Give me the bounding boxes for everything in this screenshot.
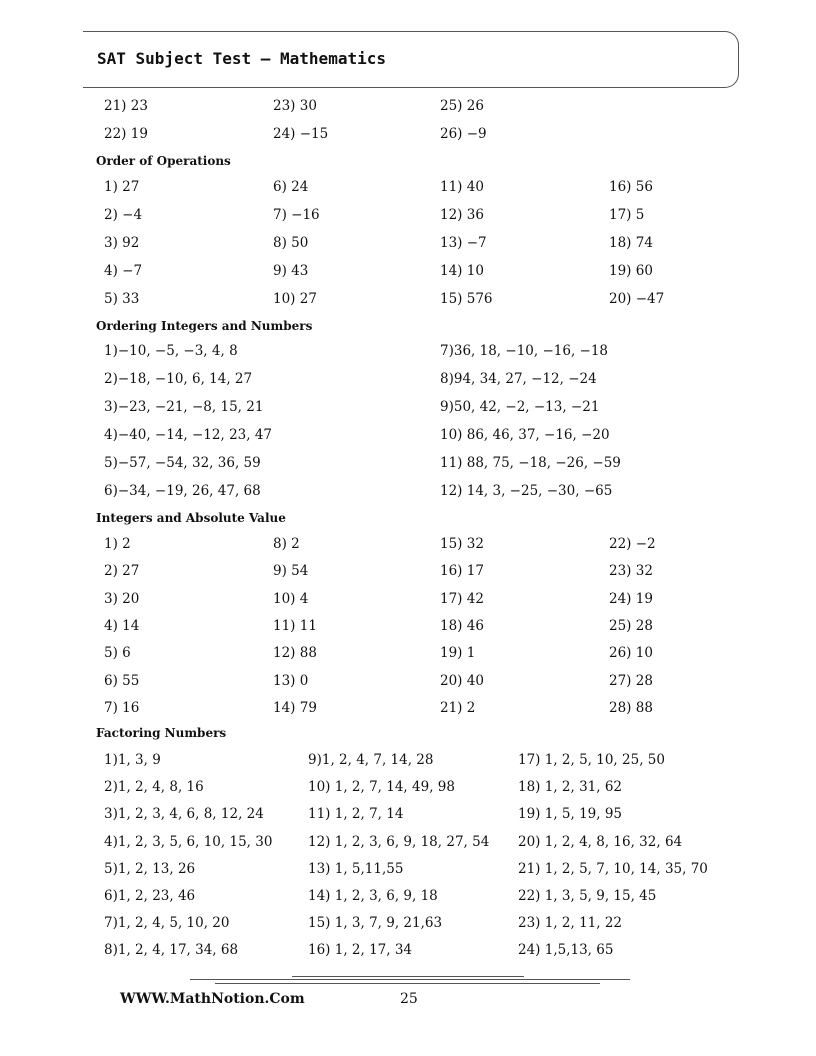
answer-item: 26) 10 [609, 645, 653, 662]
answer-item: 10) 1, 2, 7, 14, 49, 98 [308, 779, 455, 796]
answer-item: 15) 576 [440, 291, 493, 307]
answer-item: 2)−18, −10, 6, 14, 27 [104, 371, 253, 387]
answer-item: 24) 19 [609, 590, 653, 607]
answer-item: 12) 1, 2, 3, 6, 9, 18, 27, 54 [308, 833, 490, 850]
answer-item: 6) 24 [273, 179, 309, 195]
answer-item: 18) 46 [440, 617, 484, 634]
answer-item: 8)1, 2, 4, 17, 34, 68 [104, 942, 239, 959]
answer-item: 10) 4 [273, 590, 309, 607]
answer-item: 17) 1, 2, 5, 10, 25, 50 [518, 752, 665, 768]
answer-item: 13) 0 [273, 672, 309, 689]
answer-item: 3)1, 2, 3, 4, 6, 8, 12, 24 [104, 806, 264, 823]
answer-item: 18) 74 [609, 235, 653, 251]
section-heading: Ordering Integers and Numbers [96, 319, 313, 333]
answer-item: 7)1, 2, 4, 5, 10, 20 [104, 915, 230, 932]
answer-item: 3)−23, −21, −8, 15, 21 [104, 399, 264, 415]
answer-item: 16) 17 [440, 563, 484, 580]
answer-item: 6)−34, −19, 26, 47, 68 [104, 483, 261, 499]
section-heading: Order of Operations [96, 154, 231, 168]
answer-item: 4) −7 [104, 263, 143, 279]
answer-item: 14) 10 [440, 263, 484, 279]
answer-item: 1)−10, −5, −3, 4, 8 [104, 343, 238, 359]
answer-item: 7)36, 18, −10, −16, −18 [440, 343, 609, 359]
answer-item: 11) 88, 75, −18, −26, −59 [440, 455, 621, 471]
footer-rule [190, 979, 630, 980]
answer-item: 2) 27 [104, 563, 140, 580]
answer-item: 4)−40, −14, −12, 23, 47 [104, 427, 273, 443]
answer-item: 17) 42 [440, 590, 484, 607]
answer-item: 22) 19 [104, 126, 148, 142]
answer-item: 11) 11 [273, 617, 317, 634]
answer-item: 22) 1, 3, 5, 9, 15, 45 [518, 888, 657, 904]
answer-item: 19) 1, 5, 19, 95 [518, 806, 623, 823]
answer-item: 19) 60 [609, 263, 653, 279]
answer-item: 20) 1, 2, 4, 8, 16, 32, 64 [518, 833, 683, 850]
answer-item: 10) 86, 46, 37, −16, −20 [440, 427, 610, 443]
answer-item: 5)1, 2, 13, 26 [104, 860, 196, 877]
answer-item: 18) 1, 2, 31, 62 [518, 779, 623, 796]
answer-item: 14) 79 [273, 699, 317, 716]
answer-item: 11) 1, 2, 7, 14 [308, 806, 404, 823]
answer-item: 1) 2 [104, 536, 131, 552]
page-number: 25 [400, 991, 418, 1007]
answer-item: 27) 28 [609, 672, 653, 689]
answer-item: 17) 5 [609, 207, 645, 223]
answer-item: 21) 1, 2, 5, 7, 10, 14, 35, 70 [518, 860, 708, 877]
answer-item: 24) 1,5,13, 65 [518, 942, 614, 959]
answer-item: 3) 92 [104, 235, 140, 251]
answer-item: 1)1, 3, 9 [104, 752, 161, 768]
answer-item: 15) 32 [440, 536, 484, 552]
footer-rule [215, 983, 600, 984]
section-heading: Integers and Absolute Value [96, 511, 286, 525]
answer-item: 20) 40 [440, 672, 484, 689]
answer-item: 13) 1, 5,11,55 [308, 860, 404, 877]
answer-item: 26) −9 [440, 126, 487, 142]
answer-item: 3) 20 [104, 590, 140, 607]
answer-item: 14) 1, 2, 3, 6, 9, 18 [308, 888, 438, 904]
answer-item: 5) 33 [104, 291, 140, 307]
answer-item: 24) −15 [273, 126, 329, 142]
answer-item: 10) 27 [273, 291, 317, 307]
page-title: SAT Subject Test – Mathematics [97, 49, 386, 68]
answer-item: 8) 50 [273, 235, 309, 251]
answer-item: 13) −7 [440, 235, 487, 251]
answer-item: 12) 88 [273, 645, 317, 662]
answer-item: 4)1, 2, 3, 5, 6, 10, 15, 30 [104, 833, 273, 850]
answer-item: 2) −4 [104, 207, 143, 223]
answer-item: 12) 36 [440, 207, 484, 223]
answer-item: 15) 1, 3, 7, 9, 21,63 [308, 915, 443, 932]
answer-item: 21) 2 [440, 699, 476, 716]
answer-item: 25) 26 [440, 98, 484, 114]
answer-item: 4) 14 [104, 617, 140, 634]
answer-item: 1) 27 [104, 179, 140, 195]
answer-item: 19) 1 [440, 645, 476, 662]
answer-item: 16) 56 [609, 179, 653, 195]
answer-item: 22) −2 [609, 536, 656, 552]
answer-item: 9) 43 [273, 263, 309, 279]
answer-item: 25) 28 [609, 617, 653, 634]
answer-item: 7) −16 [273, 207, 320, 223]
answer-item: 7) 16 [104, 699, 140, 716]
answer-item: 16) 1, 2, 17, 34 [308, 942, 413, 959]
answer-item: 23) 32 [609, 563, 653, 580]
answer-item: 23) 1, 2, 11, 22 [518, 915, 623, 932]
answer-item: 20) −47 [609, 291, 665, 307]
answer-item: 9)50, 42, −2, −13, −21 [440, 399, 600, 415]
answer-item: 8)94, 34, 27, −12, −24 [440, 371, 597, 387]
answer-item: 5) 6 [104, 645, 131, 662]
answer-item: 6)1, 2, 23, 46 [104, 888, 196, 904]
answer-item: 21) 23 [104, 98, 148, 114]
answer-item: 28) 88 [609, 699, 653, 716]
answer-item: 8) 2 [273, 536, 300, 552]
footer-rule [292, 976, 524, 977]
answer-item: 23) 30 [273, 98, 317, 114]
answer-item: 12) 14, 3, −25, −30, −65 [440, 483, 613, 499]
answer-item: 9) 54 [273, 563, 309, 580]
footer-website: WWW.MathNotion.Com [120, 991, 305, 1007]
answer-item: 6) 55 [104, 672, 140, 689]
section-heading: Factoring Numbers [96, 726, 227, 740]
answer-item: 5)−57, −54, 32, 36, 59 [104, 455, 261, 471]
answer-item: 11) 40 [440, 179, 484, 195]
answer-item: 9)1, 2, 4, 7, 14, 28 [308, 752, 434, 768]
answer-item: 2)1, 2, 4, 8, 16 [104, 779, 204, 796]
